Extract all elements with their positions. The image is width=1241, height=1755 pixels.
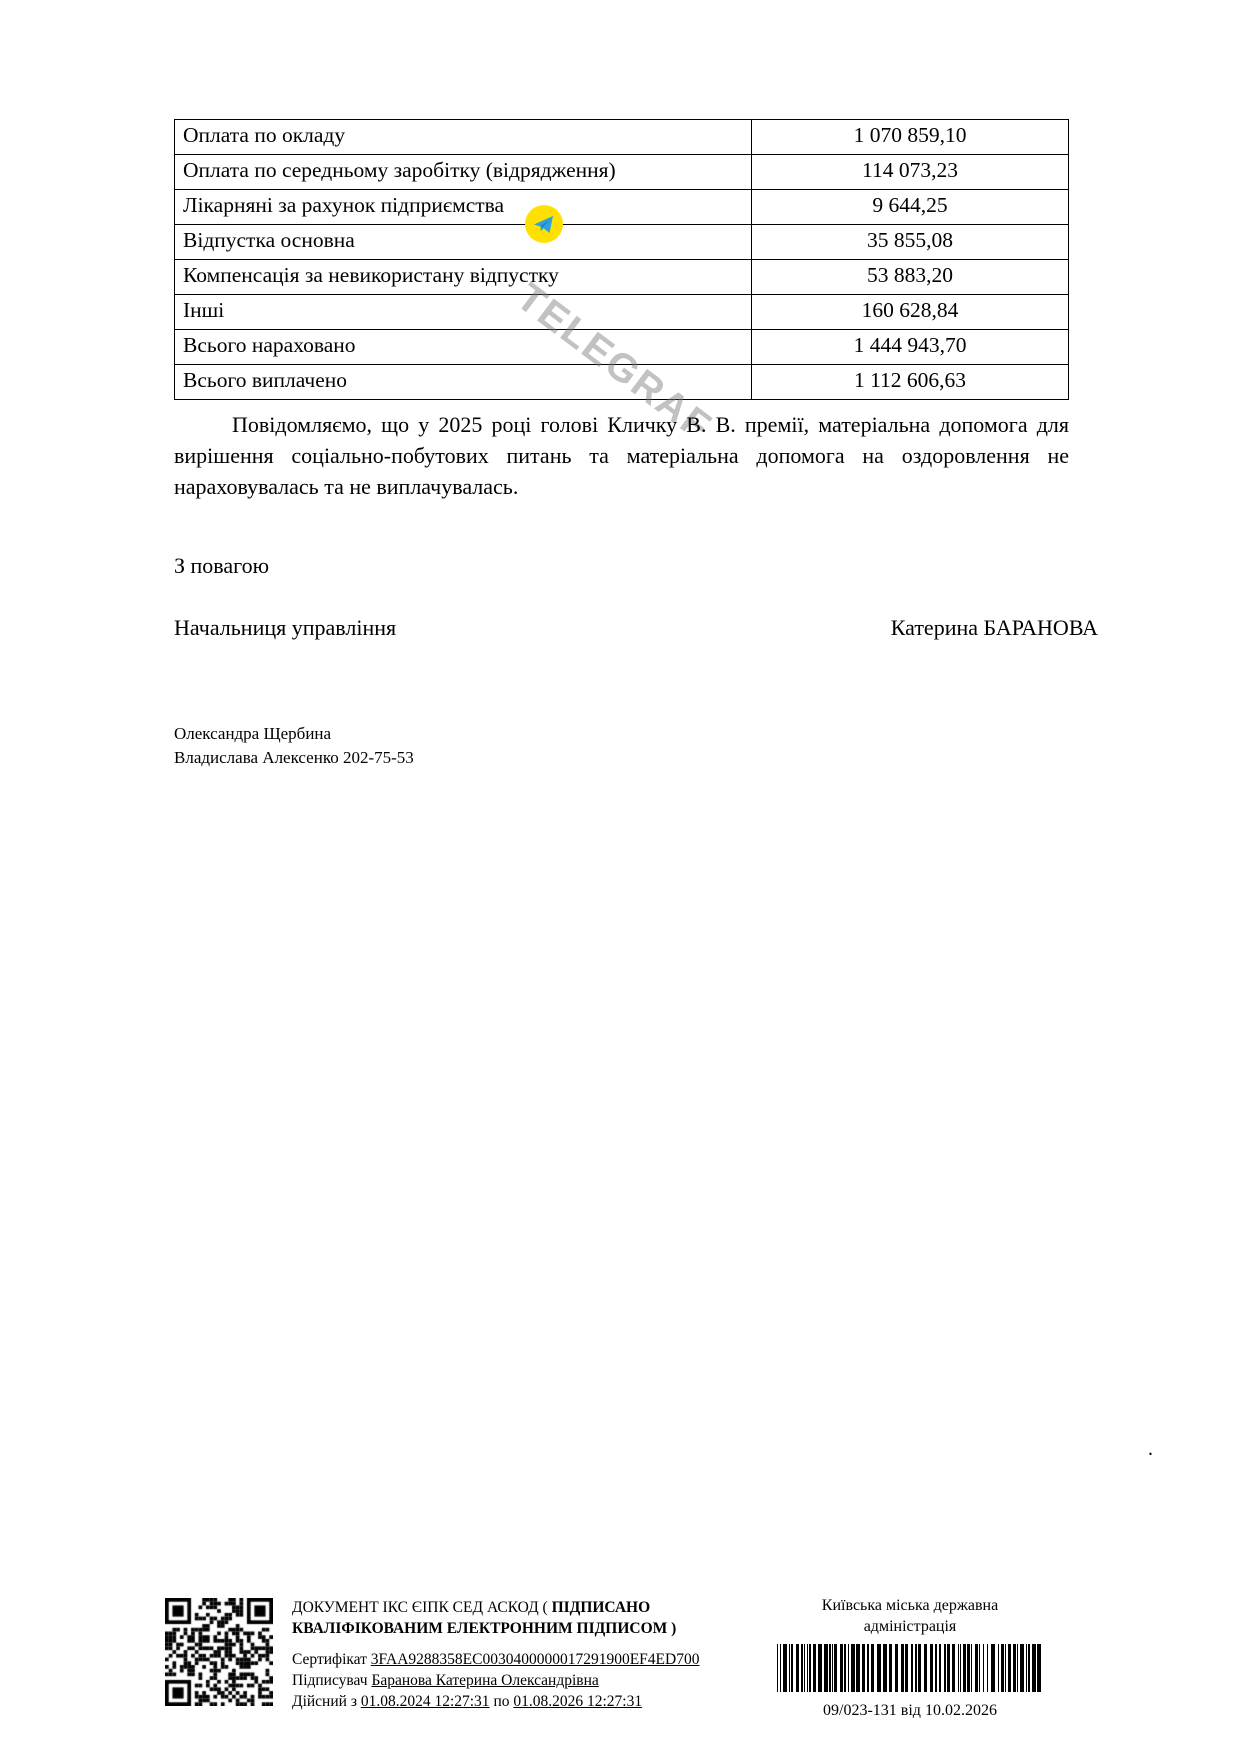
barcode-bar (911, 1644, 913, 1692)
barcode-bar (1005, 1644, 1006, 1692)
barcode-bar (1001, 1644, 1004, 1692)
table-row (175, 365, 1069, 400)
barcode-bar (796, 1644, 799, 1692)
organization-name (760, 1596, 1060, 1638)
certificate-label: Сертифікат (292, 1650, 371, 1668)
barcode-bar (1028, 1644, 1030, 1692)
barcode-bar (930, 1644, 933, 1692)
payment-label: Інші (175, 295, 752, 330)
document-number: 09/023-131 від 10.02.2026 (823, 1702, 997, 1719)
validity-from: 01.08.2024 12:27:31 (360, 1692, 490, 1710)
barcode-bar (939, 1644, 941, 1692)
payment-label: Відпустка основна (175, 225, 752, 260)
signer-position: Начальниця управління (174, 615, 397, 640)
barcode-bar (783, 1644, 787, 1692)
barcode-bar (1032, 1644, 1036, 1692)
barcode-bar (1017, 1644, 1018, 1692)
barcode-bar (935, 1644, 937, 1692)
barcode (777, 1644, 1042, 1692)
table-row (175, 190, 1069, 225)
barcode-bar (791, 1644, 793, 1692)
validity-mid: по (489, 1692, 514, 1710)
signer-row (292, 1671, 752, 1692)
barcode-bar (804, 1644, 805, 1692)
payment-value: 1 444 943,70 (752, 330, 1069, 365)
barcode-bar (901, 1644, 904, 1692)
barcode-bar (824, 1644, 828, 1692)
barcode-bar (1020, 1644, 1024, 1692)
payments-table (174, 119, 1069, 400)
barcode-bar (780, 1644, 781, 1692)
barcode-bar (807, 1644, 808, 1692)
signature-headline-bold: ПІДПИСАНО (551, 1599, 651, 1616)
signer-name: Катерина БАРАНОВА (890, 615, 1098, 640)
barcode-bar (867, 1644, 869, 1692)
barcode-bar (889, 1644, 892, 1692)
barcode-bar (924, 1644, 927, 1692)
payment-value: 35 855,08 (752, 225, 1069, 260)
table-row (175, 225, 1069, 260)
payment-value: 1 112 606,63 (752, 365, 1069, 400)
barcode-bar (862, 1644, 865, 1692)
validity-row (292, 1692, 752, 1713)
signer-value: Баранова Катерина Олександрівна (371, 1671, 599, 1689)
barcode-bar (975, 1644, 978, 1692)
table-row (175, 295, 1069, 330)
signature-headline-1 (292, 1598, 752, 1619)
barcode-bar (844, 1644, 846, 1692)
barcode-bar (856, 1644, 860, 1692)
barcode-bar (1008, 1644, 1011, 1692)
barcode-bar (832, 1644, 833, 1692)
barcode-bar (947, 1644, 950, 1692)
payment-label: Всього нараховано (175, 330, 752, 365)
barcode-bar (1037, 1644, 1041, 1692)
barcode-bar (1013, 1644, 1016, 1692)
barcode-bar (983, 1644, 984, 1692)
regards-line: З повагою (174, 553, 270, 578)
stray-mark: . (1148, 1438, 1153, 1460)
payment-value: 114 073,23 (752, 155, 1069, 190)
barcode-bar (777, 1644, 778, 1692)
payment-label: Оплата по окладу (175, 120, 752, 155)
payment-label: Компенсація за невикористану відпустку (175, 260, 752, 295)
barcode-bar (834, 1644, 837, 1692)
barcode-bar (979, 1644, 980, 1692)
signature-headline-2: КВАЛІФІКОВАНИМ ЕЛЕКТРОННИМ ПІДПИСОМ ) (292, 1619, 677, 1637)
contacts-block (174, 722, 414, 770)
certificate-value: 3FAA9288358EC0030400000017291900EF4ED700 (370, 1650, 700, 1668)
table-row (175, 155, 1069, 190)
signature-line (174, 615, 1104, 641)
barcode-bar (915, 1644, 917, 1692)
signature-headline-prefix: ДОКУМЕНТ ІКС ЄІПК СЕД АСКОД ( (292, 1599, 552, 1616)
validity-to: 01.08.2026 12:27:31 (513, 1692, 643, 1710)
body-paragraph: Повідомляємо, що у 2025 році голові Кличку В. В. премії, матеріальна допомога для вирішення соціально-побутових питань та матеріальна допомога на оздоровлення не нараховувалась та не виплачувалась. (174, 412, 1069, 500)
table-row (175, 330, 1069, 365)
barcode-bar (871, 1644, 874, 1692)
payment-value: 160 628,84 (752, 295, 1069, 330)
barcode-bar (809, 1644, 811, 1692)
barcode-bar (998, 1644, 999, 1692)
contact-line-1: Олександра Щербина (174, 724, 332, 743)
table-row (175, 120, 1069, 155)
organization-line-2: адміністрація (863, 1617, 957, 1635)
barcode-bar (818, 1644, 822, 1692)
barcode-bar (963, 1644, 966, 1692)
barcode-bar (971, 1644, 972, 1692)
e-signature-footer (0, 1590, 1241, 1755)
validity-label: Дійсний з (292, 1692, 361, 1710)
barcode-bar (801, 1644, 803, 1692)
barcode-bar (944, 1644, 946, 1692)
barcode-bar (952, 1644, 955, 1692)
certificate-row (292, 1650, 752, 1671)
payment-value: 1 070 859,10 (752, 120, 1069, 155)
signer-label: Підписувач (292, 1671, 372, 1689)
barcode-bar (840, 1644, 843, 1692)
barcode-bar (877, 1644, 881, 1692)
payment-value: 9 644,25 (752, 190, 1069, 225)
barcode-bar (958, 1644, 959, 1692)
payment-label: Всього виплачено (175, 365, 752, 400)
organization-line-1: Київська міська державна (821, 1597, 999, 1614)
watermark-text: TELEGRAF (508, 275, 720, 450)
barcode-bar (1026, 1644, 1027, 1692)
barcode-bar (967, 1644, 970, 1692)
table-row (175, 260, 1069, 295)
payment-label: Лікарняні за рахунок підприємства (175, 190, 752, 225)
payments-table-body (175, 120, 1069, 400)
contact-line-2: Владислава Алексенко 202-75-53 (174, 748, 414, 768)
barcode-bar (883, 1644, 887, 1692)
barcode-bar (813, 1644, 816, 1692)
payment-label: Оплата по середньому заробітку (відрядження) (175, 155, 752, 190)
qr-code (165, 1598, 273, 1706)
barcode-bar (829, 1644, 831, 1692)
barcode-bar (789, 1644, 790, 1692)
barcode-bar (848, 1644, 849, 1692)
barcode-bar (918, 1644, 921, 1692)
barcode-bar (905, 1644, 908, 1692)
barcode-bar (987, 1644, 988, 1692)
barcode-bar (851, 1644, 855, 1692)
signature-details (292, 1598, 752, 1713)
barcode-bar (991, 1644, 995, 1692)
barcode-bar (895, 1644, 898, 1692)
qr-code-canvas (165, 1598, 273, 1706)
barcode-bar (960, 1644, 961, 1692)
payment-value: 53 883,20 (752, 260, 1069, 295)
